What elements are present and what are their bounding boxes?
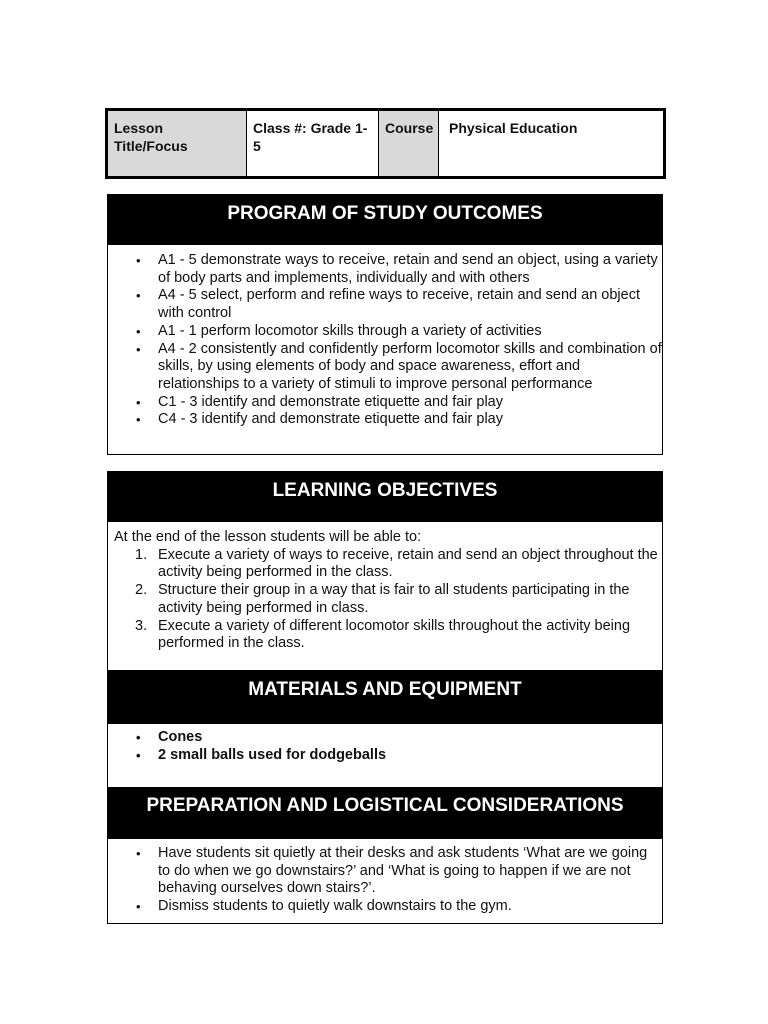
course-label: Course [379,111,439,176]
outcome-item: • A4 - 2 consistently and confidently perform locomotor skills and combination of skills, by using elements of body and space awareness, effort and relationships to a variety of stimuli to improve personal performance [108,341,662,394]
objective-item [108,618,662,653]
outcome-item: • C4 - 3 identify and demonstrate etiquette and fair play [108,411,662,429]
objective-item [108,547,662,582]
objective-number: 1. [135,546,148,563]
course-value: Physical Education [449,120,578,136]
class-label: Class #: Grade 1-5 [247,111,379,176]
outcomes-title: PROGRAM OF STUDY OUTCOMES [108,195,662,245]
objectives-title: LEARNING OBJECTIVES [108,472,662,522]
outcome-item: • C1 - 3 identify and demonstrate etiquette and fair play [108,394,662,412]
objective-item [108,582,662,617]
lesson-title-label: Lesson Title/Focus [108,111,247,176]
objective-text: Execute a variety of ways to receive, retain and send an object throughout the activity being performed in the class. [158,546,658,581]
material-item: • 2 small balls used for dodgeballs [108,747,662,765]
outcome-item: • A4 - 5 select, perform and refine ways to receive, retain and send an object with control [108,287,662,322]
outcome-item: • A1 - 1 perform locomotor skills through a variety of activities [108,323,662,341]
objectives-list [108,547,662,653]
materials-list [108,729,662,787]
preparation-item: • Dismiss students to quietly walk downstairs to the gym. [108,898,662,916]
objective-text: Execute a variety of different locomotor skills throughout the activity being performed in the class. [158,617,631,652]
objectives-materials-prep-section [107,471,663,924]
preparation-title: PREPARATION AND LOGISTICAL CONSIDERATIONS [108,787,662,839]
objectives-body [108,522,662,670]
preparation-item: • Have students sit quietly at their desks and ask students ‘What are we going to do when we go downstairs?’ and ‘What is going to happen if we are not behaving ourselves down stairs?’. [108,845,662,898]
lesson-header-table [105,108,666,179]
outcome-item: • A1 - 5 demonstrate ways to receive, retain and send an object, using a variety of body parts and implements, individually and with others [108,252,662,287]
outcomes-section [107,194,663,455]
objectives-intro: At the end of the lesson students will be able to: [114,529,422,545]
objective-number: 3. [135,617,148,634]
material-item: • Cones [108,729,662,747]
objective-text: Structure their group in a way that is fair to all students participating in the activity being performed in class. [158,582,630,616]
preparation-list [108,845,662,916]
materials-title: MATERIALS AND EQUIPMENT [108,670,662,724]
objective-number: 2. [135,582,148,599]
outcomes-list [108,252,662,429]
